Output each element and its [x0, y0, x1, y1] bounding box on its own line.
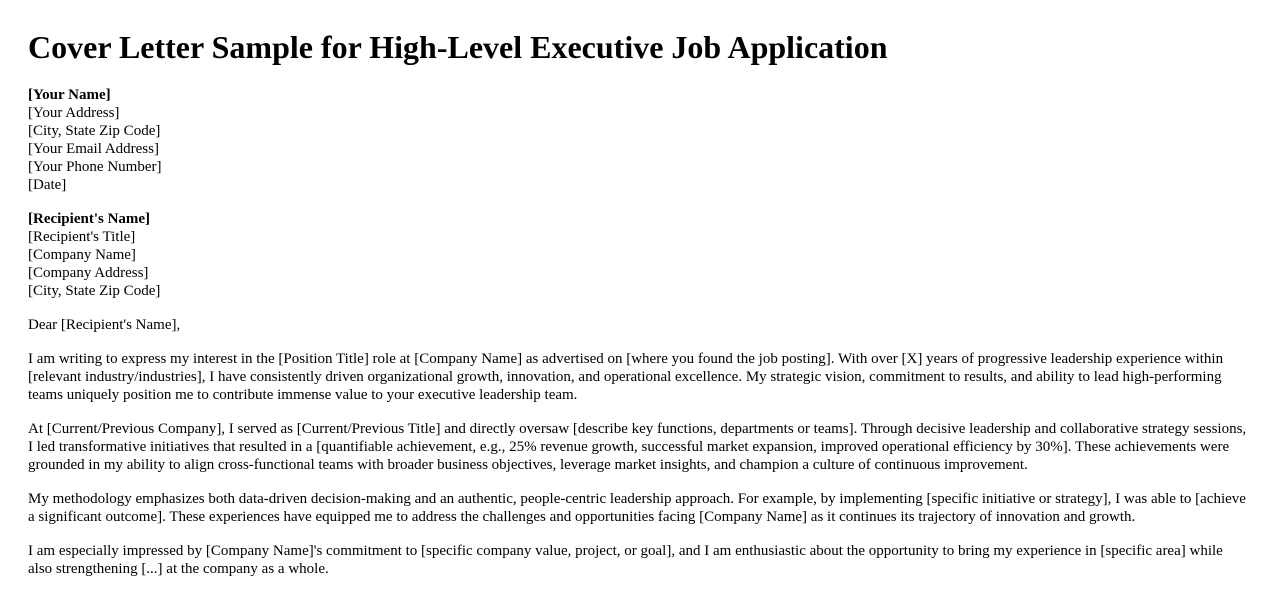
recipient-name: [Recipient's Name]: [28, 211, 151, 227]
body-paragraph: I am writing to express my interest in the [Position Title] role at [Company Name] as advertised on [where you found the job posting]. With over [X] years of progressive leadership experience within [relevant industry/industries], I have consistently driven organizational growth, innovation, and operational excellence. My strategic vision, commitment to results, and ability to lead high-performing teams uniquely position me to contribute immense value to your executive leadership team.: [28, 351, 1224, 403]
recipient-address: [Company Address]: [28, 265, 149, 281]
sender-city: [City, State Zip Code]: [28, 123, 161, 139]
recipient-company: [Company Name]: [28, 247, 136, 263]
sender-date: [Date]: [28, 177, 67, 193]
sender-block: [28, 86, 1250, 194]
sender-address: [Your Address]: [28, 105, 120, 121]
sender-email: [Your Email Address]: [28, 141, 159, 157]
recipient-city: [City, State Zip Code]: [28, 283, 161, 299]
body-paragraph: My methodology emphasizes both data-driven decision-making and an authentic, people-centric leadership approach. For example, by implementing [specific initiative or strategy], I was able to [achieve a significant outcome]. These experiences have equipped me to address the challenges and opportunities facing [Company Name] as it continues its trajectory of innovation and growth.: [28, 491, 1246, 525]
salutation: Dear [Recipient's Name],: [28, 317, 181, 333]
body-paragraph: I am especially impressed by [Company Name]'s commitment to [specific company value, project, or goal], and I am enthusiastic about the opportunity to bring my experience in [specific area] while also strengthening [...] at the company as a whole.: [28, 543, 1223, 577]
sender-name: [Your Name]: [28, 87, 111, 103]
sender-phone: [Your Phone Number]: [28, 159, 162, 175]
page-title: Cover Letter Sample for High-Level Executive Job Application: [28, 29, 888, 65]
cover-letter-page: [0, 29, 1278, 578]
recipient-block: [28, 210, 1250, 300]
recipient-title: [Recipient's Title]: [28, 229, 136, 245]
body-paragraph: At [Current/Previous Company], I served as [Current/Previous Title] and directly oversaw [describe key functions, departments or teams]. Through decisive leadership and collaborative strategy sessions, I led transformative initiatives that resulted in a [quantifiable achievement, e.g., 25% revenue growth, successful market expansion, improved operational efficiency by 30%]. These achievements were grounded in my ability to align cross-functional teams with broader business objectives, leverage market insights, and champion a culture of continuous improvement.: [28, 421, 1247, 473]
